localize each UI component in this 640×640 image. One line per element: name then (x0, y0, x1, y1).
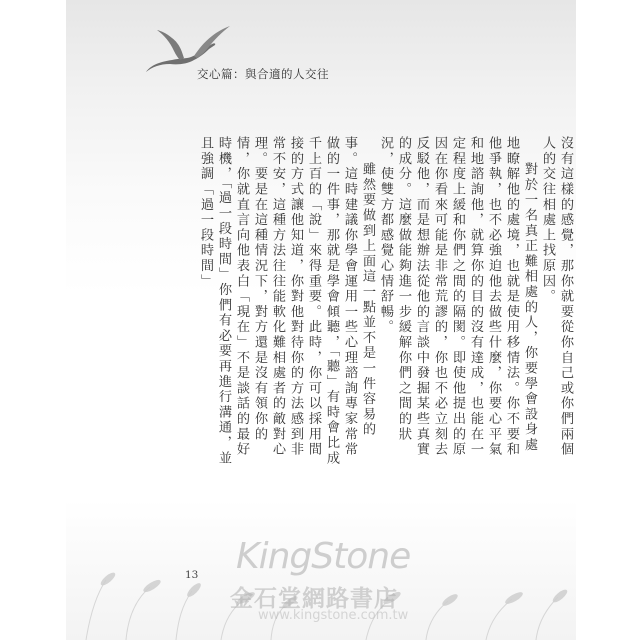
paragraph: 沒有這樣的感覺，那你就要從你自己或你們兩個人的交往相處上找原因。 (540, 136, 573, 458)
body-text (198, 136, 574, 466)
watermark-store-name: 金石堂網路書店 (230, 585, 398, 612)
page-number: 13 (185, 569, 199, 581)
watermark-url: www.kingstone.com.tw (258, 608, 409, 623)
paragraph: 雖然要做到上面這一點並不是一件容易的事。這時建議你學會運用一些心理諮詢專家常常做的一件事，那就是學會傾聽，「聽」有時會比成千上百的「說」來得重要。此時，你可以採用間接的方式讓他知道，你對他對待你的方法感到非常不安，這種方法往往能軟化難相處者的敵對心理。要是在這種情況下，對方還是沒有領你的情，你就直言向他表白「現在」不是談話的最好時機，「過一段時間」你們有必要再進行溝通，並且強調「過一段時間」 (198, 136, 375, 466)
watermark-logo-text: KingStone (236, 536, 411, 577)
chapter-title: 交心篇：與合適的人交往 (197, 67, 329, 81)
paragraph: 對於一名真正難相處的人，你要學會設身處地瞭解他的處境，也就是使用移情法。你不要和他爭執，也不必強迫他去做些什麼，你要心平氣和地諮詢他，就算你的目的沒有達成，也能在一定程度上緩和你們之間的隔閡。即使他提出的原因在你看來可能是非常荒謬的，你也不必立刻去反駁他，而是想辦法從他的言談中發掘某些真實的成分。這麼做能夠進一步緩解你們之間的狀況，使雙方都感覺心情舒暢。 (378, 136, 537, 458)
